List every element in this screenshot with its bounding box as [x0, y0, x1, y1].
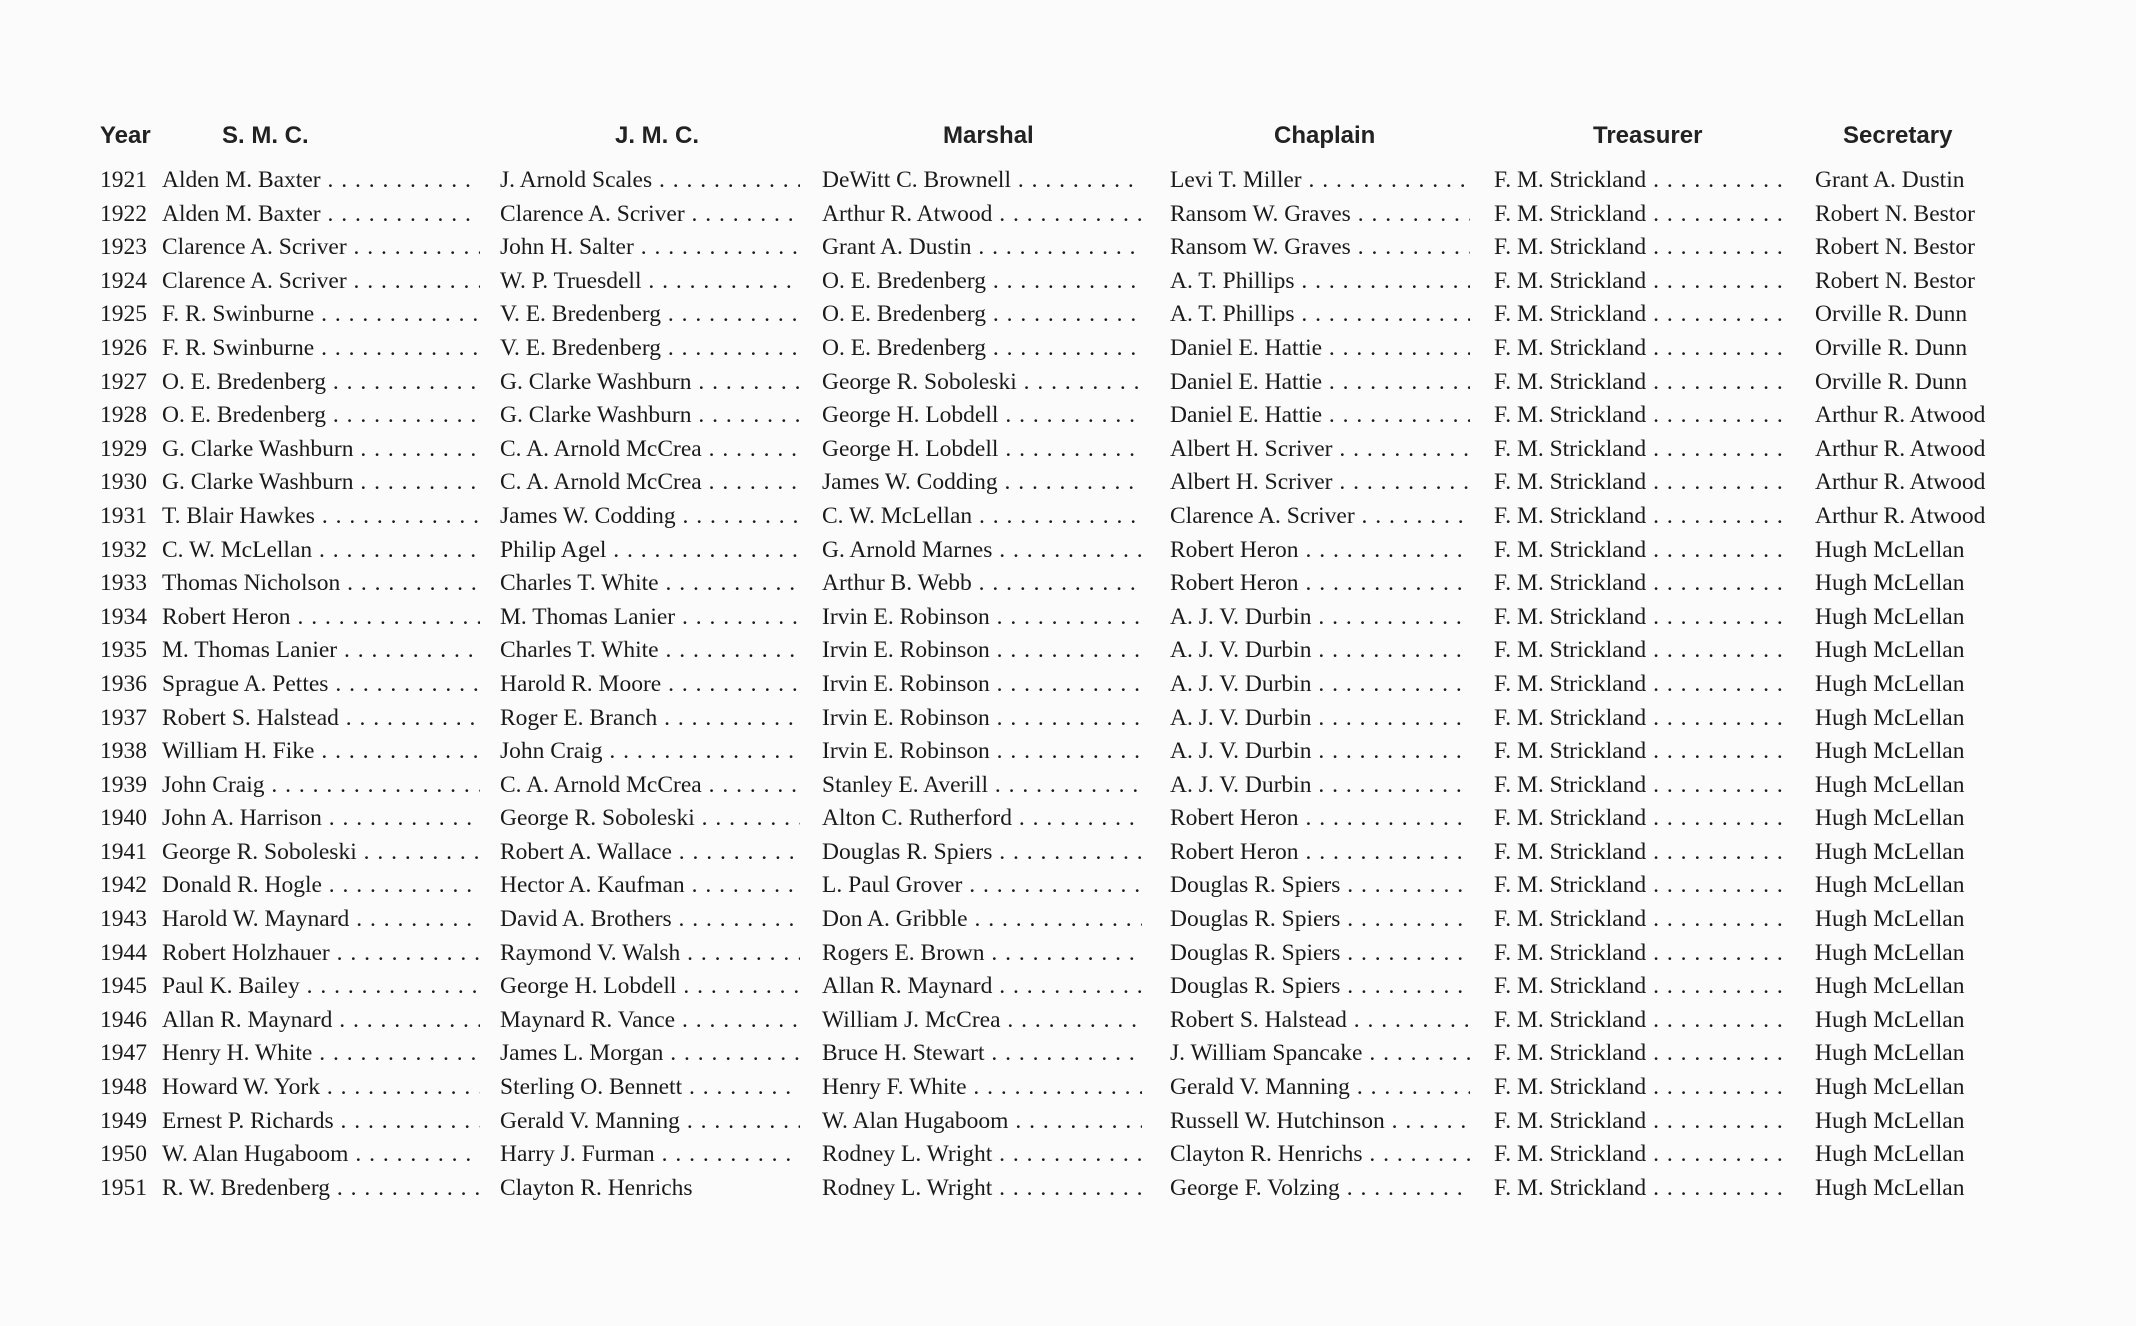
cell-chaplain: Levi T. Miller . . . — [1170, 164, 1470, 198]
cell-secretary: Hugh McLellan — [1815, 939, 1965, 966]
cell-jmc: Clayton R. Henrichs — [500, 1174, 693, 1201]
table-row — [100, 634, 2080, 668]
cell-secretary: Arthur R. Atwood — [1815, 402, 1986, 429]
cell-chaplain: A. J. V. Durbin . . . — [1170, 702, 1470, 736]
cell-marshal: Henry F. White . . . — [822, 1071, 1142, 1105]
table-row — [100, 1037, 2080, 1071]
cell-marshal: Arthur R. Atwood . . . — [822, 198, 1142, 232]
table-row — [100, 869, 2080, 903]
cell-year: 1931 — [100, 502, 147, 529]
cell-marshal: W. Alan Hugaboom . . . — [822, 1105, 1142, 1139]
cell-smc: Alden M. Baxter . . . — [162, 164, 480, 198]
cell-treasurer: F. M. Strickland . . . — [1494, 702, 1790, 736]
cell-jmc: Harry J. Furman . . . — [500, 1138, 800, 1172]
cell-smc: G. Clarke Washburn . . . — [162, 466, 480, 500]
cell-treasurer: F. M. Strickland . . . — [1494, 500, 1790, 534]
cell-smc: Paul K. Bailey . . . — [162, 970, 480, 1004]
cell-treasurer: F. M. Strickland . . . — [1494, 970, 1790, 1004]
cell-secretary: Grant A. Dustin — [1815, 167, 1965, 193]
cell-jmc: Harold R. Moore . . . — [500, 668, 800, 702]
cell-marshal: William J. McCrea . . . — [822, 1004, 1142, 1038]
cell-jmc: Charles T. White . . . — [500, 567, 800, 601]
cell-secretary: Hugh McLellan — [1815, 1107, 1965, 1134]
cell-smc: W. Alan Hugaboom . . . — [162, 1138, 480, 1172]
cell-treasurer: F. M. Strickland . . . — [1494, 332, 1790, 366]
cell-jmc: C. A. Arnold McCrea . . . — [500, 466, 800, 500]
header-secretary: Secretary — [1843, 122, 1953, 149]
table-row — [100, 1071, 2080, 1105]
cell-jmc: G. Clarke Washburn . . . — [500, 366, 800, 400]
cell-smc: G. Clarke Washburn . . . — [162, 433, 480, 467]
cell-jmc: V. E. Bredenberg . . . — [500, 298, 800, 332]
cell-year: 1938 — [100, 738, 147, 765]
cell-smc: Alden M. Baxter . . . — [162, 198, 480, 232]
table-row — [100, 534, 2080, 568]
cell-year: 1923 — [100, 234, 147, 261]
table-row — [100, 298, 2080, 332]
cell-jmc: Robert A. Wallace . . . — [500, 836, 800, 870]
cell-smc: Donald R. Hogle . . . — [162, 869, 480, 903]
cell-treasurer: F. M. Strickland . . . — [1494, 937, 1790, 971]
cell-secretary: Hugh McLellan — [1815, 704, 1965, 731]
cell-secretary: Robert N. Bestor — [1815, 267, 1975, 294]
cell-chaplain: A. J. V. Durbin . . . — [1170, 769, 1470, 803]
cell-secretary: Robert N. Bestor — [1815, 234, 1975, 261]
cell-marshal: Irvin E. Robinson . . . — [822, 735, 1142, 769]
table-row — [100, 1004, 2080, 1038]
cell-smc: John Craig . . . — [162, 769, 480, 803]
cell-year: 1943 — [100, 906, 147, 933]
cell-year: 1928 — [100, 402, 147, 429]
cell-treasurer: F. M. Strickland . . . — [1494, 836, 1790, 870]
cell-chaplain: J. William Spancake . . . — [1170, 1037, 1470, 1071]
cell-marshal: Irvin E. Robinson . . . — [822, 702, 1142, 736]
cell-marshal: Irvin E. Robinson . . . — [822, 668, 1142, 702]
cell-smc: John A. Harrison . . . — [162, 802, 480, 836]
cell-secretary: Hugh McLellan — [1815, 1174, 1965, 1201]
cell-treasurer: F. M. Strickland . . . — [1494, 1105, 1790, 1139]
cell-jmc: Charles T. White . . . — [500, 634, 800, 668]
table-row — [100, 198, 2080, 232]
cell-treasurer: F. M. Strickland . . . — [1494, 802, 1790, 836]
cell-chaplain: Albert H. Scriver . . . — [1170, 466, 1470, 500]
cell-marshal: Rodney L. Wright . . . — [822, 1172, 1142, 1206]
cell-treasurer: F. M. Strickland . . . — [1494, 1138, 1790, 1172]
cell-treasurer: F. M. Strickland . . . — [1494, 869, 1790, 903]
table-row — [100, 702, 2080, 736]
table-row — [100, 1105, 2080, 1139]
cell-chaplain: Robert Heron . . . — [1170, 567, 1470, 601]
cell-year: 1935 — [100, 637, 147, 664]
cell-smc: F. R. Swinburne . . . — [162, 298, 480, 332]
table-row — [100, 567, 2080, 601]
cell-smc: Allan R. Maynard . . . — [162, 1004, 480, 1038]
cell-smc: R. W. Bredenberg . . . — [162, 1172, 480, 1206]
table-row — [100, 332, 2080, 366]
cell-year: 1942 — [100, 872, 147, 899]
cell-year: 1941 — [100, 838, 147, 865]
table-row — [100, 265, 2080, 299]
header-chaplain: Chaplain — [1274, 122, 1376, 149]
cell-year: 1949 — [100, 1107, 147, 1134]
table-row — [100, 433, 2080, 467]
cell-jmc: W. P. Truesdell . . . — [500, 265, 800, 299]
cell-year: 1929 — [100, 435, 147, 462]
cell-treasurer: F. M. Strickland . . . — [1494, 1037, 1790, 1071]
cell-year: 1946 — [100, 1006, 147, 1033]
cell-chaplain: A. J. V. Durbin . . . — [1170, 601, 1470, 635]
cell-chaplain: Daniel E. Hattie . . . — [1170, 332, 1470, 366]
cell-marshal: Alton C. Rutherford . . . — [822, 802, 1142, 836]
cell-marshal: Rogers E. Brown . . . — [822, 937, 1142, 971]
cell-chaplain: Douglas R. Spiers . . . — [1170, 903, 1470, 937]
cell-secretary: Arthur R. Atwood — [1815, 502, 1986, 529]
cell-marshal: James W. Codding . . . — [822, 466, 1142, 500]
table-row — [100, 366, 2080, 400]
table-row — [100, 500, 2080, 534]
cell-jmc: Hector A. Kaufman . . . — [500, 869, 800, 903]
cell-jmc: James W. Codding . . . — [500, 500, 800, 534]
cell-smc: Robert Holzhauer . . . — [162, 937, 480, 971]
cell-secretary: Hugh McLellan — [1815, 805, 1965, 832]
cell-smc: Ernest P. Richards . . . — [162, 1105, 480, 1139]
cell-year: 1925 — [100, 301, 147, 328]
cell-marshal: C. W. McLellan . . . — [822, 500, 1142, 534]
cell-year: 1948 — [100, 1074, 147, 1101]
cell-jmc: Clarence A. Scriver . . . — [500, 198, 800, 232]
cell-smc: M. Thomas Lanier . . . — [162, 634, 480, 668]
cell-treasurer: F. M. Strickland . . . — [1494, 466, 1790, 500]
cell-chaplain: Daniel E. Hattie . . . — [1170, 366, 1470, 400]
cell-jmc: John Craig . . . — [500, 735, 800, 769]
table-row — [100, 466, 2080, 500]
cell-treasurer: F. M. Strickland . . . — [1494, 601, 1790, 635]
cell-chaplain: A. J. V. Durbin . . . — [1170, 634, 1470, 668]
cell-treasurer: F. M. Strickland . . . — [1494, 634, 1790, 668]
cell-chaplain: A. J. V. Durbin . . . — [1170, 668, 1470, 702]
table-row — [100, 769, 2080, 803]
cell-secretary: Hugh McLellan — [1815, 1006, 1965, 1033]
cell-treasurer: F. M. Strickland . . . — [1494, 668, 1790, 702]
cell-marshal: G. Arnold Marnes . . . — [822, 534, 1142, 568]
cell-marshal: George R. Soboleski . . . — [822, 366, 1142, 400]
cell-chaplain: Robert Heron . . . — [1170, 534, 1470, 568]
cell-year: 1945 — [100, 973, 147, 1000]
cell-smc: Sprague A. Pettes . . . — [162, 668, 480, 702]
table-row — [100, 1138, 2080, 1172]
table-row — [100, 399, 2080, 433]
cell-jmc: Raymond V. Walsh . . . — [500, 937, 800, 971]
cell-secretary: Hugh McLellan — [1815, 771, 1965, 798]
header-treasurer: Treasurer — [1593, 122, 1703, 149]
cell-year: 1924 — [100, 267, 147, 294]
cell-chaplain: Russell W. Hutchinson . . . — [1170, 1105, 1470, 1139]
cell-treasurer: F. M. Strickland . . . — [1494, 399, 1790, 433]
cell-secretary: Hugh McLellan — [1815, 1141, 1965, 1168]
table-row — [100, 601, 2080, 635]
cell-smc: T. Blair Hawkes . . . — [162, 500, 480, 534]
cell-secretary: Hugh McLellan — [1815, 637, 1965, 664]
cell-marshal: O. E. Bredenberg . . . — [822, 332, 1142, 366]
cell-chaplain: A. T. Phillips . . . — [1170, 265, 1470, 299]
cell-smc: Howard W. York . . . — [162, 1071, 480, 1105]
cell-treasurer: F. M. Strickland . . . — [1494, 567, 1790, 601]
cell-jmc: James L. Morgan . . . — [500, 1037, 800, 1071]
cell-jmc: V. E. Bredenberg . . . — [500, 332, 800, 366]
cell-smc: O. E. Bredenberg . . . — [162, 366, 480, 400]
header-smc: S. M. C. — [222, 122, 309, 149]
cell-smc: George R. Soboleski . . . — [162, 836, 480, 870]
cell-year: 1944 — [100, 939, 147, 966]
cell-chaplain: Ransom W. Graves . . . — [1170, 231, 1470, 265]
cell-smc: Clarence A. Scriver . . . — [162, 265, 480, 299]
cell-jmc: C. A. Arnold McCrea . . . — [500, 769, 800, 803]
cell-marshal: DeWitt C. Brownell . . . — [822, 164, 1142, 198]
cell-smc: Robert Heron . . . — [162, 601, 480, 635]
cell-secretary: Orville R. Dunn — [1815, 368, 1968, 395]
cell-secretary: Hugh McLellan — [1815, 838, 1965, 865]
cell-secretary: Hugh McLellan — [1815, 973, 1965, 1000]
cell-secretary: Hugh McLellan — [1815, 603, 1965, 630]
cell-marshal: O. E. Bredenberg . . . — [822, 265, 1142, 299]
cell-jmc: Roger E. Branch . . . — [500, 702, 800, 736]
cell-jmc: J. Arnold Scales . . . — [500, 164, 800, 198]
cell-year: 1921 — [100, 167, 147, 193]
table-row — [100, 1172, 2080, 1206]
cell-marshal: O. E. Bredenberg . . . — [822, 298, 1142, 332]
cell-marshal: Bruce H. Stewart . . . — [822, 1037, 1142, 1071]
header-year: Year — [100, 122, 151, 149]
cell-jmc: C. A. Arnold McCrea . . . — [500, 433, 800, 467]
cell-marshal: Irvin E. Robinson . . . — [822, 601, 1142, 635]
cell-chaplain: Robert S. Halstead . . . — [1170, 1004, 1470, 1038]
cell-marshal: Allan R. Maynard . . . — [822, 970, 1142, 1004]
cell-secretary: Hugh McLellan — [1815, 1074, 1965, 1101]
cell-chaplain: Ransom W. Graves . . . — [1170, 198, 1470, 232]
cell-year: 1940 — [100, 805, 147, 832]
cell-chaplain: A. J. V. Durbin . . . — [1170, 735, 1470, 769]
table-row — [100, 970, 2080, 1004]
cell-secretary: Robert N. Bestor — [1815, 200, 1975, 227]
cell-treasurer: F. M. Strickland . . . — [1494, 198, 1790, 232]
cell-jmc: G. Clarke Washburn . . . — [500, 399, 800, 433]
cell-treasurer: F. M. Strickland . . . — [1494, 164, 1790, 198]
cell-year: 1933 — [100, 570, 147, 597]
cell-marshal: Douglas R. Spiers . . . — [822, 836, 1142, 870]
table-row — [100, 164, 2080, 198]
cell-marshal: Irvin E. Robinson . . . — [822, 634, 1142, 668]
cell-smc: F. R. Swinburne . . . — [162, 332, 480, 366]
cell-chaplain: Daniel E. Hattie . . . — [1170, 399, 1470, 433]
cell-year: 1939 — [100, 771, 147, 798]
cell-jmc: M. Thomas Lanier . . . — [500, 601, 800, 635]
table-row — [100, 937, 2080, 971]
cell-secretary: Hugh McLellan — [1815, 738, 1965, 765]
cell-smc: Henry H. White . . . — [162, 1037, 480, 1071]
cell-secretary: Orville R. Dunn — [1815, 301, 1968, 328]
cell-treasurer: F. M. Strickland . . . — [1494, 366, 1790, 400]
cell-marshal: Rodney L. Wright . . . — [822, 1138, 1142, 1172]
cell-marshal: George H. Lobdell . . . — [822, 433, 1142, 467]
cell-jmc: John H. Salter . . . — [500, 231, 800, 265]
cell-smc: William H. Fike . . . — [162, 735, 480, 769]
header-jmc: J. M. C. — [615, 122, 700, 149]
cell-jmc: Philip Agel . . . — [500, 534, 800, 568]
cell-jmc: George H. Lobdell . . . — [500, 970, 800, 1004]
cell-smc: Robert S. Halstead . . . — [162, 702, 480, 736]
cell-year: 1932 — [100, 536, 147, 563]
cell-chaplain: Robert Heron . . . — [1170, 802, 1470, 836]
cell-secretary: Orville R. Dunn — [1815, 334, 1968, 361]
cell-secretary: Hugh McLellan — [1815, 1040, 1965, 1067]
cell-chaplain: A. T. Phillips . . . — [1170, 298, 1470, 332]
cell-jmc: Sterling O. Bennett . . . — [500, 1071, 800, 1105]
cell-smc: C. W. McLellan . . . — [162, 534, 480, 568]
officers-table-body — [100, 164, 2080, 1205]
cell-chaplain: Gerald V. Manning . . . — [1170, 1071, 1470, 1105]
cell-treasurer: F. M. Strickland . . . — [1494, 769, 1790, 803]
table-row — [100, 735, 2080, 769]
cell-year: 1934 — [100, 603, 147, 630]
table-row — [100, 231, 2080, 265]
cell-chaplain: Douglas R. Spiers . . . — [1170, 937, 1470, 971]
cell-treasurer: F. M. Strickland . . . — [1494, 1172, 1790, 1206]
cell-marshal: Don A. Gribble . . . — [822, 903, 1142, 937]
cell-jmc: Gerald V. Manning . . . — [500, 1105, 800, 1139]
cell-smc: Harold W. Maynard . . . — [162, 903, 480, 937]
cell-year: 1950 — [100, 1141, 147, 1168]
cell-chaplain: George F. Volzing . . . — [1170, 1172, 1470, 1206]
cell-treasurer: F. M. Strickland . . . — [1494, 1004, 1790, 1038]
header-marshal: Marshal — [943, 122, 1034, 149]
cell-chaplain: Douglas R. Spiers . . . — [1170, 970, 1470, 1004]
cell-smc: O. E. Bredenberg . . . — [162, 399, 480, 433]
cell-treasurer: F. M. Strickland . . . — [1494, 534, 1790, 568]
table-row — [100, 836, 2080, 870]
cell-smc: Clarence A. Scriver . . . — [162, 231, 480, 265]
cell-year: 1937 — [100, 704, 147, 731]
cell-marshal: Arthur B. Webb . . . — [822, 567, 1142, 601]
cell-year: 1951 — [100, 1174, 147, 1201]
cell-chaplain: Douglas R. Spiers . . . — [1170, 869, 1470, 903]
cell-secretary: Arthur R. Atwood — [1815, 469, 1986, 496]
cell-jmc: George R. Soboleski . . . — [500, 802, 800, 836]
cell-year: 1947 — [100, 1040, 147, 1067]
cell-treasurer: F. M. Strickland . . . — [1494, 1071, 1790, 1105]
cell-treasurer: F. M. Strickland . . . — [1494, 735, 1790, 769]
cell-marshal: Grant A. Dustin . . . — [822, 231, 1142, 265]
cell-marshal: Stanley E. Averill . . . — [822, 769, 1142, 803]
table-row — [100, 802, 2080, 836]
cell-chaplain: Albert H. Scriver . . . — [1170, 433, 1470, 467]
cell-chaplain: Clarence A. Scriver . . . — [1170, 500, 1470, 534]
cell-smc: Thomas Nicholson . . . — [162, 567, 480, 601]
cell-year: 1922 — [100, 200, 147, 227]
cell-marshal: George H. Lobdell . . . — [822, 399, 1142, 433]
cell-marshal: L. Paul Grover . . . — [822, 869, 1142, 903]
cell-year: 1926 — [100, 334, 147, 361]
cell-secretary: Hugh McLellan — [1815, 906, 1965, 933]
cell-chaplain: Clayton R. Henrichs . . . — [1170, 1138, 1470, 1172]
cell-treasurer: F. M. Strickland . . . — [1494, 433, 1790, 467]
cell-year: 1927 — [100, 368, 147, 395]
cell-secretary: Hugh McLellan — [1815, 872, 1965, 899]
cell-secretary: Hugh McLellan — [1815, 670, 1965, 697]
cell-year: 1936 — [100, 670, 147, 697]
cell-treasurer: F. M. Strickland . . . — [1494, 298, 1790, 332]
table-row — [100, 903, 2080, 937]
cell-year: 1930 — [100, 469, 147, 496]
cell-secretary: Arthur R. Atwood — [1815, 435, 1986, 462]
cell-secretary: Hugh McLellan — [1815, 570, 1965, 597]
table-row — [100, 668, 2080, 702]
cell-treasurer: F. M. Strickland . . . — [1494, 265, 1790, 299]
cell-secretary: Hugh McLellan — [1815, 536, 1965, 563]
cell-jmc: Maynard R. Vance . . . — [500, 1004, 800, 1038]
cell-chaplain: Robert Heron . . . — [1170, 836, 1470, 870]
cell-treasurer: F. M. Strickland . . . — [1494, 903, 1790, 937]
cell-treasurer: F. M. Strickland . . . — [1494, 231, 1790, 265]
cell-jmc: David A. Brothers . . . — [500, 903, 800, 937]
